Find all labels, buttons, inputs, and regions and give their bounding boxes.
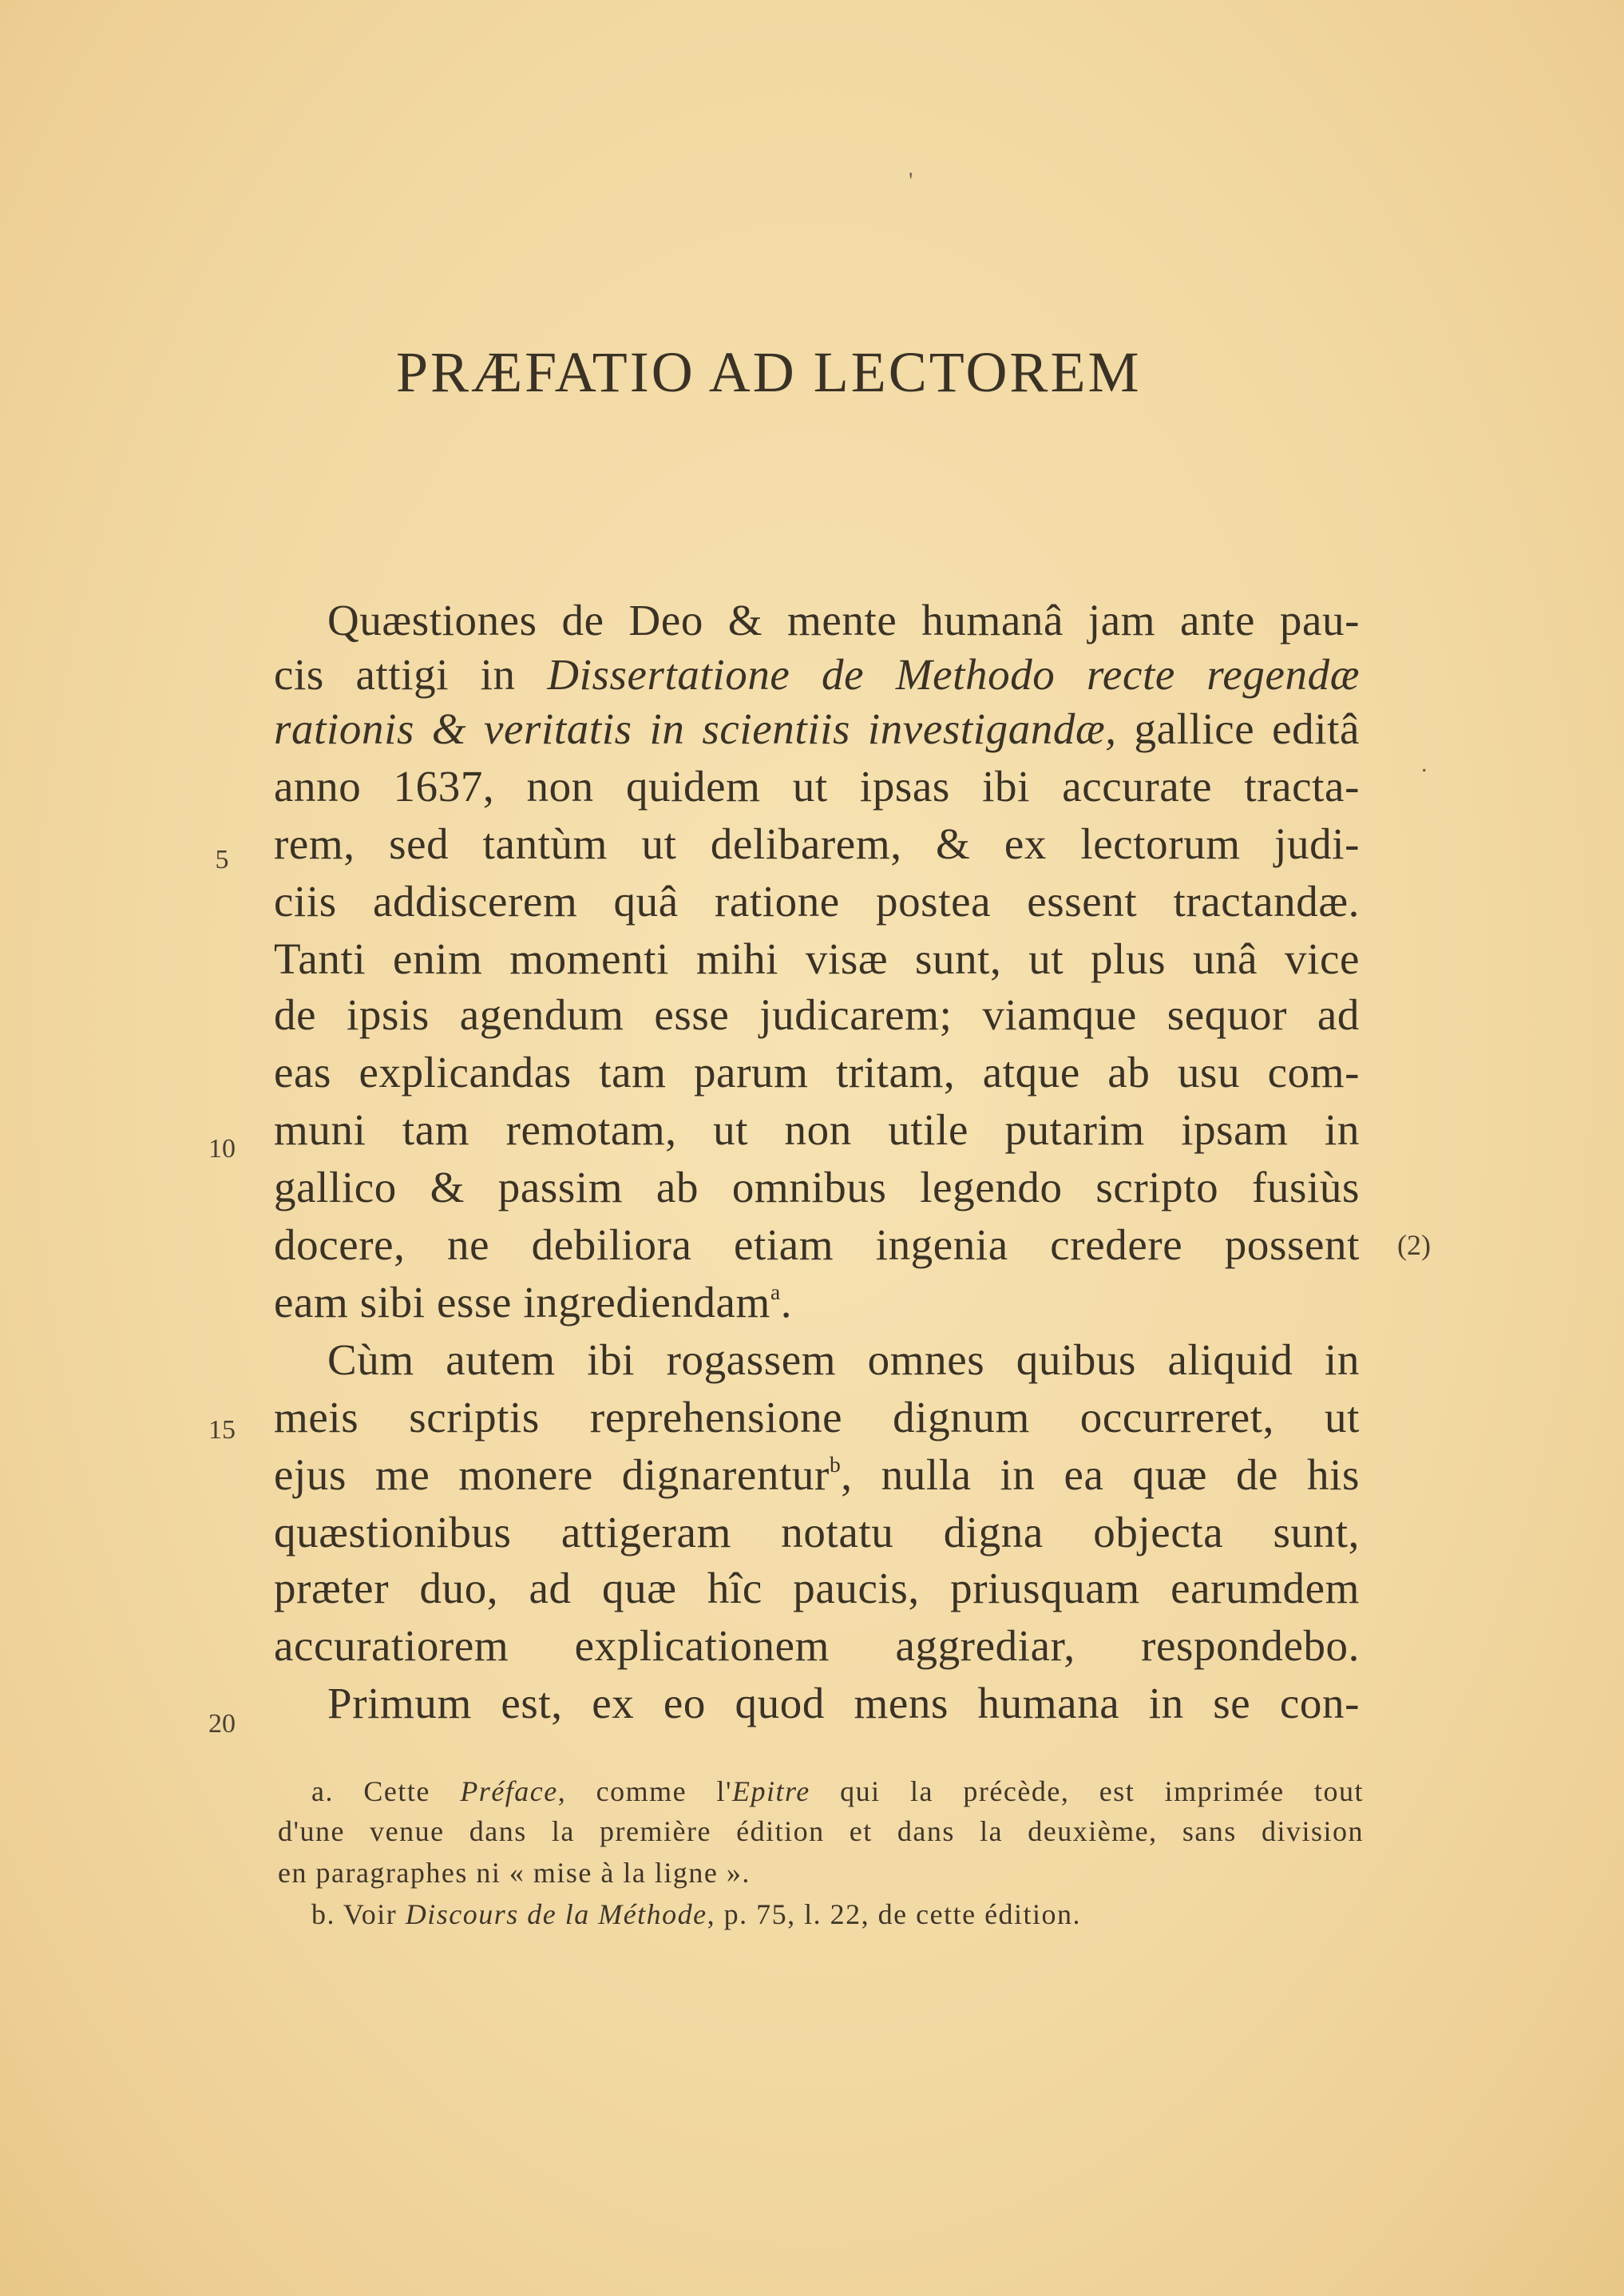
- right-mark: .: [1421, 751, 1428, 777]
- text-line-19: accuratiorem explicationem aggrediar, respondebo.: [274, 1621, 1360, 1670]
- top-mark: ': [909, 168, 913, 194]
- text-line-14: Cùm autem ibi rogassem omnes quibus aliquid in: [327, 1335, 1360, 1384]
- text-line-3: rationis & veritatis in scientiis investigandæ, gallice editâ: [274, 704, 1360, 753]
- footnote-a-line-3: en paragraphes ni « mise à la ligne ».: [278, 1857, 751, 1889]
- text-line-13: eam sibi esse ingrediendam$^a$.: [274, 1278, 793, 1326]
- footnote-b: b. Voir Discours de la Méthode, p. 75, l. 22, de cette édition.: [311, 1898, 1082, 1930]
- footnote-ref-b: b: [829, 1452, 842, 1477]
- text-line-18: præter duo, ad quæ hîc paucis, priusquam earumdem: [274, 1564, 1360, 1612]
- page-title: PRÆFATIO AD LECTOREM: [396, 340, 1142, 404]
- text-line-11: gallico & passim ab omnibus legendo scripto fusiùs: [274, 1163, 1360, 1211]
- text-line-10: muni tam remotam, ut non utile putarim ipsam in: [274, 1105, 1360, 1154]
- text-line-9: eas explicandas tam parum tritam, atque ab usu com-: [274, 1048, 1360, 1096]
- text-line-6: ciis addiscerem quâ ratione postea essent tractandæ.: [274, 877, 1360, 926]
- text-line-15: meis scriptis reprehensione dignum occurreret, ut: [274, 1393, 1360, 1441]
- text-line-20: Primum est, ex eo quod mens humana in se con-: [327, 1679, 1360, 1727]
- footnote-a-line-2: d'une venue dans la première édition et dans la deuxième, sans division: [278, 1815, 1364, 1847]
- text-line-2-italic: Dissertatione de Methodo recte regendæ: [547, 650, 1360, 699]
- text-line-1: Quæstiones de Deo & mente humanâ jam ante pau-: [327, 596, 1360, 644]
- text-line-17: quæstionibus attigeram notatu digna objecta sunt,: [274, 1508, 1360, 1556]
- footnote-ref-a: a: [770, 1279, 781, 1304]
- text-line-8: de ipsis agendum esse judicarem; viamque sequor ad: [274, 990, 1360, 1039]
- text-line-7: Tanti enim momenti mihi visæ sunt, ut plus unâ vice: [274, 934, 1360, 983]
- text-line-16: ejus me monere dignarentur$^b$, nulla in ea quæ de his: [274, 1450, 1361, 1499]
- footnote-a-line-1: a. Cette Préface, comme l'Epitre qui la précède, est imprimée tout: [311, 1775, 1365, 1807]
- line-number-10: 10: [208, 1134, 236, 1164]
- text-line-4: anno 1637, non quidem ut ipsas ibi accurate tracta-: [274, 762, 1360, 811]
- text-line-3-italic: rationis & veritatis in scientiis investigandæ,: [274, 704, 1117, 753]
- line-number-20: 20: [208, 1709, 236, 1739]
- text-line-2: cis attigi in Dissertatione de Methodo recte regendæ: [274, 650, 1360, 699]
- text-line-5: rem, sed tantùm ut delibarem, & ex lectorum judi-: [274, 819, 1360, 868]
- line-number-5: 5: [215, 845, 229, 874]
- text-line-12: docere, ne debiliora etiam ingenia credere possent: [274, 1220, 1360, 1269]
- margin-page-note: (2): [1397, 1229, 1431, 1261]
- line-number-15: 15: [208, 1415, 236, 1445]
